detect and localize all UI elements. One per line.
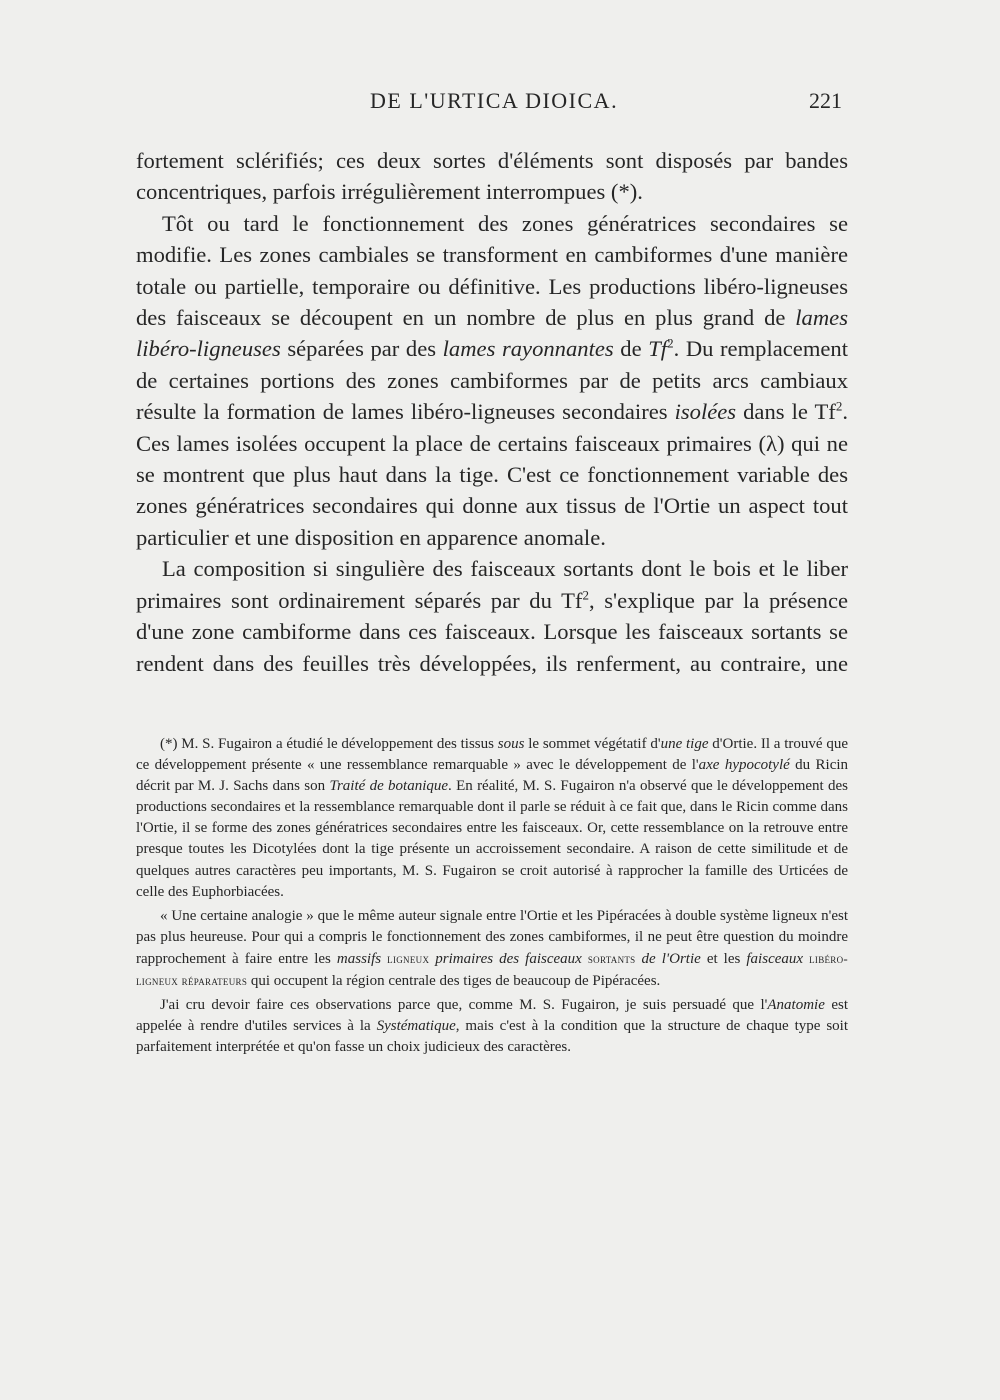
term-tf: Tf [648, 336, 668, 362]
running-title: DE L'URTICA DIOICA. [370, 88, 619, 113]
footnote-3: J'ai cru devoir faire ces observations parce que, comme M. S. Fugairon, je suis persuadé que l'Anatomie est appelée à rendre d'utiles services à la Systématique, mais c'est à la condition que la structure de chaque type soit parfaitement interprétée et qu'on fasse un choix judicieux des caractères. [136, 997, 848, 1056]
body-paragraph-3: La composition si singulière des faisceaux sortants dont le bois et le liber primaires sont ordinairement séparés par du Tf$^2$, s'explique par la présence d'une zone cambiforme dans ces faisceaux. Lorsque les faisceaux sortants se rendent dans des feuilles très développées, ils renferment, au contraire, une [136, 556, 849, 676]
footnote-1: (*) M. S. Fugairon a étudié le développement des tissus sous le sommet végétatif d'une tige d'Ortie. Il a trouvé que ce développement présente « une ressemblance remarquable » avec le développement de l'axe hypocotylé du Ricin décrit par M. J. Sachs dans son Traité de botanique. En réalité, M. S. Fugairon n'a observé que le développement des productions secondaires et la ressemblance remarquable dont il parle se réduit à ce fait que, dans le Ricin comme dans l'Ortie, il se forme des zones génératrices secondaires entre les faisceaux. Or, cette ressemblance on la retrouve entre presque toutes les Dicotylées dont la tige présente un accroissement secondaire. A raison de cette similitude et de quelques autres caractères peu importants, M. S. Fugairon se croit autorisé à rapprocher la famille des Urticées de celle des Euphorbiacées. [136, 736, 849, 900]
body-text [136, 145, 848, 679]
body-paragraph-2: Tôt ou tard le fonctionnement des zones génératrices secondaires se modifie. Les zones cambiales se transforment en cambiformes d'une manière totale ou partielle, temporaire ou définitive. Les productions libéro-ligneuses des faisceaux se découpent en un nombre de plus en plus grand de lames libéro-ligneuses séparées par des lames rayonnantes de Tf$^2$. Du remplacement de certaines portions des zones cambiformes par de petits arcs cambiaux résulte la formation de lames libéro-ligneuses secondaires isolées dans le Tf$^2$. Ces lames isolées occupent la place de certains faisceaux primaires (λ) qui ne se montrent que plus haut dans la tige. C'est ce fonctionnement variable des zones génératrices secondaires qui donne aux tissus de l'Ortie un aspect tout particulier et une disposition en apparence anomale. [136, 210, 848, 550]
term-lames-libero-ligneuses: lames libéro-ligneuses [136, 305, 848, 362]
body-paragraph-1: fortement sclérifiés; ces deux sortes d'éléments sont disposés par bandes concentriques, parfois irrégulièrement interrompues (*). [136, 148, 848, 205]
running-header [370, 88, 842, 128]
term-lames-rayonnantes: lames rayonnantes [442, 336, 614, 362]
term-isolees: isolées [674, 399, 737, 425]
page-number: 221 [809, 88, 842, 113]
footnotes [136, 734, 848, 1061]
footnote-2: « Une certaine analogie » que le même auteur signale entre l'Ortie et les Pipéracées à double système ligneux n'est pas plus heureuse. Pour qui a compris le fonctionnement des zones cambiformes, il ne peut être question du moindre rapprochement à faire entre les massifs ligneux primaires des faisceaux sortants de l'Ortie et les faisceaux libéro-ligneux réparateurs qui occupent la région centrale des tiges de beaucoup de Pipéracées. [136, 907, 849, 990]
